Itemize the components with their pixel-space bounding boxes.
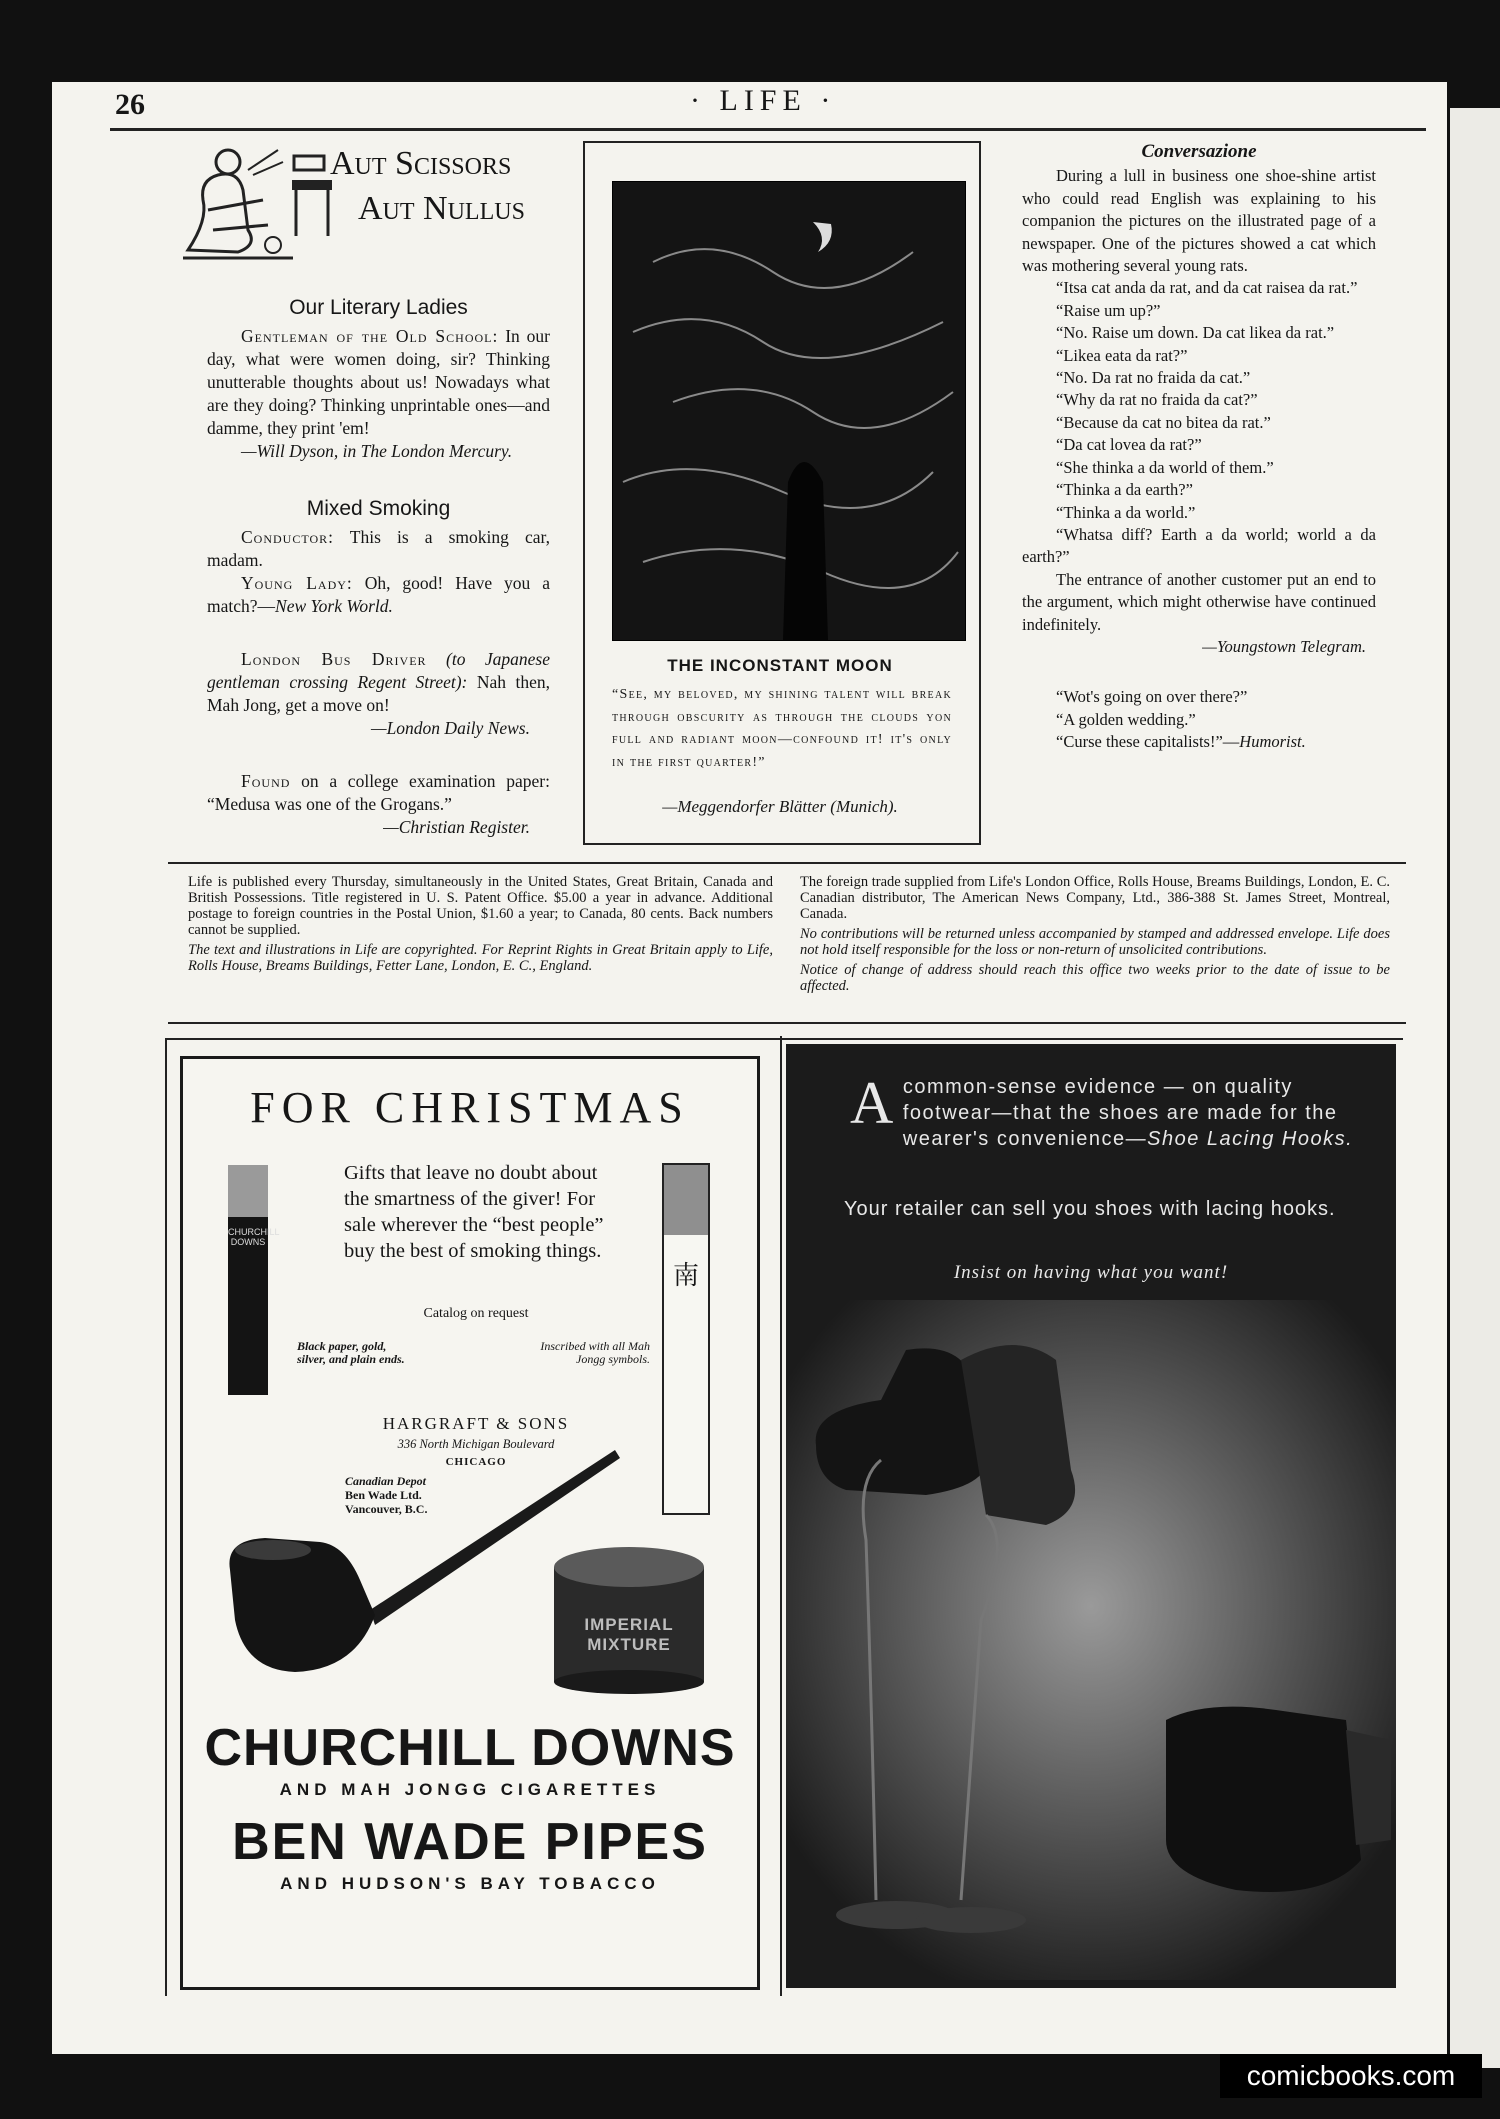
masthead: · LIFE ·: [690, 84, 837, 117]
joke-line: “A golden wedding.”: [1056, 709, 1196, 729]
shoe-photo: [786, 1300, 1396, 1980]
cartoon-title: THE INCONSTANT MOON: [667, 656, 893, 675]
logo-line-2: Aut Nullus: [358, 190, 525, 227]
shoes-on-stand-image: [786, 1300, 1396, 1980]
pack-label: CHURCHILL DOWNS: [228, 1227, 280, 1247]
article-source: —Christian Register.: [383, 817, 530, 837]
site-watermark: comicbooks.com: [1220, 2054, 1482, 2098]
ad-title: FOR CHRISTMAS: [250, 1083, 690, 1132]
header-rule: [110, 128, 1426, 131]
ad-city: CHICAGO: [445, 1456, 507, 1468]
right-column: [1022, 141, 1376, 754]
speech-source: New York World.: [275, 596, 393, 616]
dialogue-line: “No. Da rat no fraida da cat.”: [1056, 368, 1251, 388]
dialogue-line: “Likea eata da rat?”: [1056, 345, 1188, 365]
article-source: —Will Dyson, in The London Mercury.: [241, 441, 513, 461]
ad-note-right: Inscribed with all Mah Jongg symbols.: [540, 1339, 650, 1366]
pack-band: [228, 1165, 268, 1217]
tin-label-line-2: MIXTURE: [587, 1635, 671, 1654]
dialogue-line: “Thinka a da earth?”: [1056, 480, 1193, 500]
article-text: [207, 526, 550, 572]
ad-body: Gifts that leave no doubt about the smartness of the giver! For sale wherever the “best people” buy the best of smoking things.: [344, 1162, 604, 1262]
dialogue-line: “Thinka a da world.”: [1056, 502, 1196, 522]
trade-notice: The foreign trade supplied from Life's London Office, Rolls House, Breams Buildings, London, E. C. Canadian distributor, The American News Company, Ltd., 386-388 St. James Street, Montreal, Canada.: [800, 874, 1390, 922]
article-source: —London Daily News.: [371, 718, 530, 738]
contributions-notice: No contributions will be returned unless accompanied by stamped and addressed envelope. Life does not hold itself responsible for the loss or non-return of unsolicited contributions.: [800, 926, 1390, 958]
depot-city: Vancouver, B.C.: [345, 1502, 428, 1516]
speech: This is a smoking car, madam.: [207, 527, 550, 570]
article-source: —Youngstown Telegram.: [1202, 636, 1366, 656]
publication-notice: Life is published every Thursday, simultaneously in the United States, Great Britain, Canada and British Possessions. Title registered in U. S. Patent Office. $5.00 a year in advance. Additional postage to foreign countries in the Postal Union, $1.60 a year; to Canada, 80 cents. Back numbers cannot be supplied.: [188, 874, 773, 938]
ad-frame-top: [165, 1038, 1403, 1040]
drop-cap: A: [850, 1070, 895, 1136]
speaker: Young Lady:: [241, 573, 353, 593]
tin-label-line-1: IMPERIAL: [584, 1615, 674, 1634]
ad-catalog: Catalog on request: [423, 1306, 529, 1321]
speaker: London Bus Driver: [241, 649, 427, 669]
cartoon-caption: “See, my beloved, my shining talent will break through obscurity as through the clouds yon full and radiant moon—confound it! it's only in the first quarter!”: [612, 687, 952, 770]
article-heading: Conversazione: [1141, 141, 1257, 162]
article-text: During a lull in business one shoe-shine artist who could read English was explaining to his companion the pictures on the illustrated page of a newspaper. One of the pictures showed a cat which was mothering several young rats.: [1022, 166, 1376, 276]
dialogue-line: “Why da rat no fraida da cat?”: [1056, 390, 1258, 410]
shoe-ad-retailer: Your retailer can sell you shoes with lacing hooks.: [844, 1198, 1336, 1220]
shoe-ad-copy: [820, 1070, 1380, 1214]
article-text: [207, 572, 550, 618]
speech: Oh, good! Have you a match?—: [207, 573, 551, 616]
article-text: [207, 325, 550, 440]
barber-chair-icon: [178, 140, 298, 262]
ad-frame-left: [165, 1038, 167, 1996]
cigarette-pack: [228, 1165, 280, 1395]
dialogue-line: “Itsa cat anda da rat, and da cat raisea da rat.”: [1056, 278, 1358, 298]
dialogue-line: “Whatsa diff? Earth a da world; world a da earth?”: [1022, 524, 1376, 567]
dialogue-line: “Raise um up?”: [1056, 300, 1161, 320]
joke-source: Humorist.: [1239, 732, 1306, 752]
joke-line: “Wot's going on over there?”: [1056, 687, 1248, 707]
depot-label: Canadian Depot: [345, 1474, 427, 1488]
dialogue-line: The entrance of another customer put an end to the argument, which might otherwise have continued indefinitely.: [1022, 569, 1376, 634]
shoe-ad-text: common-sense evidence — on quality footwear—that the shoes are made for the wearer's convenience—: [902, 1076, 1338, 1150]
speaker: Conductor:: [241, 527, 334, 547]
depot-name: Ben Wade Ltd.: [345, 1488, 422, 1502]
copyright-notice: The text and illustrations in Life are copyrighted. For Reprint Rights in Great Britain apply to Life, Rolls House, Breams Buildings, Fetter Lane, London, E. C., England.: [188, 942, 773, 974]
ad-address: 336 North Michigan Boulevard: [397, 1437, 555, 1451]
left-column: [207, 296, 550, 839]
article-heading: Mixed Smoking: [306, 497, 451, 520]
notice-rule-top: [168, 862, 1406, 864]
cigarette: [662, 1163, 710, 1515]
moon-night-sky-image: [613, 182, 965, 640]
page-number: 26: [115, 88, 145, 121]
mah-jongg-symbol: 南: [672, 1261, 699, 1290]
logo-line-1: Aut Scissors: [330, 145, 512, 182]
stage-direction: (to Japanese gentleman crossing Regent Street):: [207, 649, 550, 692]
joke-line: [1022, 731, 1376, 753]
dialogue-line: “Da cat lovea da rat?”: [1056, 435, 1202, 455]
barber-illustration: [178, 140, 298, 262]
crescent-moon: [813, 222, 832, 252]
speech: Nah then, Mah Jong, get a move on!: [207, 672, 550, 715]
notice-rule-bottom: [168, 1022, 1406, 1024]
article-text: [207, 770, 550, 816]
brand-churchill-downs: CHURCHILL DOWNS: [204, 1719, 736, 1777]
tin-label: [555, 1615, 703, 1655]
joke-text: “Curse these capitalists!”—: [1056, 732, 1240, 752]
speech: In our day, what were women doing, sir? Thinking unutterable thoughts about us! Nowadays what are they doing? Thinking unprintable ones—and damme, they print 'em!: [207, 326, 550, 438]
shoe-ad-product: Shoe Lacing Hooks.: [1147, 1128, 1354, 1150]
dialogue: [1022, 277, 1376, 636]
facing-page-edge: [1450, 108, 1500, 2068]
brand-churchill-sub: AND MAH JONGG CIGARETTES: [279, 1780, 661, 1799]
ad-divider: [780, 1036, 782, 1996]
shoe-ad-tagline: Insist on having what you want!: [953, 1262, 1229, 1283]
dialogue-line: “Because da cat no bitea da rat.”: [1056, 412, 1271, 432]
ad-note-left: Black paper, gold, silver, and plain ends.: [297, 1339, 405, 1366]
speaker: Found: [241, 771, 291, 791]
dialogue-line: “She thinka a da world of them.”: [1056, 457, 1274, 477]
address-notice: Notice of change of address should reach this office two weeks prior to the date of issue to be affected.: [800, 962, 1390, 994]
dialogue-line: “No. Raise um down. Da cat likea da rat.”: [1056, 323, 1335, 343]
spacer: [1022, 658, 1376, 686]
ad-company: HARGRAFT & SONS: [382, 1414, 570, 1433]
speaker: Gentleman of the Old School:: [241, 326, 499, 346]
cigarette-tip: [664, 1165, 708, 1235]
notice-right: [800, 874, 1390, 998]
article-text: [207, 648, 550, 717]
cartoon-source: —Meggendorfer Blätter (Munich).: [662, 797, 898, 816]
cartoon-illustration: [612, 181, 966, 641]
article-heading: Our Literary Ladies: [289, 296, 468, 319]
brand-ben-wade-sub: AND HUDSON'S BAY TOBACCO: [280, 1874, 660, 1893]
notice-left: [188, 874, 773, 978]
brand-ben-wade: BEN WADE PIPES: [232, 1813, 708, 1871]
speech: on a college examination paper: “Medusa was one of the Grogans.”: [207, 771, 550, 814]
